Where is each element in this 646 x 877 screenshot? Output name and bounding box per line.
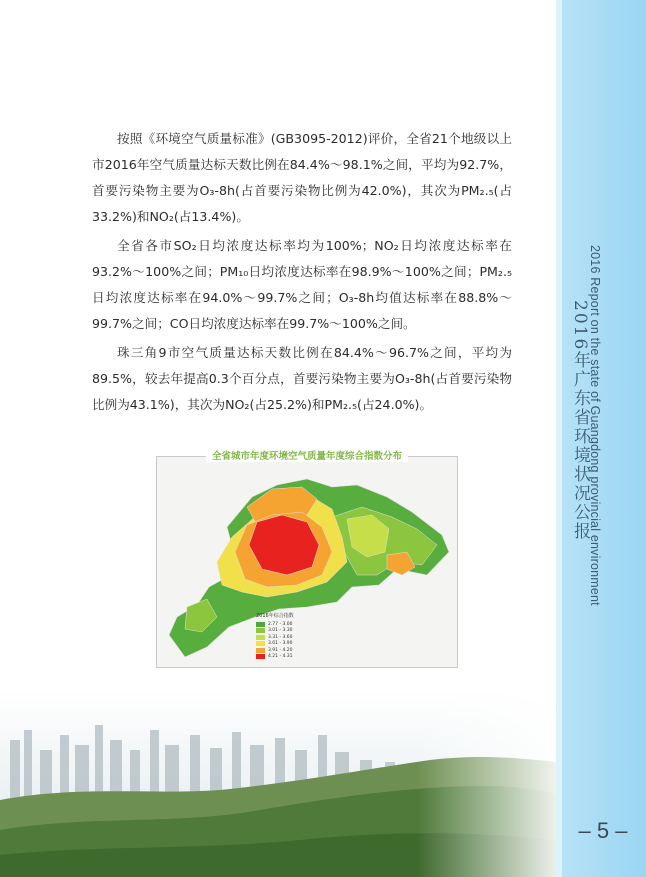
city-landscape-image — [0, 690, 556, 877]
legend-item: 3.01 - 3.30 — [256, 628, 316, 635]
paragraph-1: 按照《环境空气质量标准》(GB3095-2012)评价，全省21个地级以上市2016年空气质量达标天数比例在84.4%～98.1%之间，平均为92.7%，首要污染物主要为O₃-8h(占首要污染物比例为42.0%)，其次为PM₂.₅(占33.2%)和NO₂(占13.4%)。 — [92, 131, 512, 224]
legend-swatch — [256, 641, 265, 646]
body-text — [92, 126, 512, 421]
paragraph-2: 全省各市SO₂日均浓度达标率均为100%；NO₂日均浓度达标率在93.2%～100%之间；PM₁₀日均浓度达标率在98.9%～100%之间；PM₂.₅日均浓度达标率在94.0%～99.7%之间；O₃-8h均值达标率在88.8%～99.7%之间；CO日均浓度达标率在99.7%～100%之间。 — [92, 238, 512, 331]
report-title-en: 2016 Report on the state of Guangdong provincial environment — [588, 245, 602, 606]
map-title: 全省城市年度环境空气质量年度综合指数分布 — [206, 451, 408, 462]
legend-swatch — [256, 635, 265, 640]
legend-item: 3.61 - 3.90 — [256, 641, 316, 648]
legend-item: 4.21 - 4.31 — [256, 654, 316, 661]
report-title-cn: 2016年广东省环境状况公报 — [570, 300, 590, 542]
paragraph-3: 珠三角9市空气质量达标天数比例在84.4%～96.7%之间，平均为89.5%，较去年提高0.3个百分点，首要污染物主要为O₃-8h(占首要污染物比例为43.1%)，其次为NO₂(占25.2%)和PM₂.₅(占24.0%)。 — [92, 345, 512, 412]
legend-swatch — [256, 648, 265, 653]
legend-swatch — [256, 654, 265, 659]
legend-item: 3.91 - 4.20 — [256, 647, 316, 654]
legend-swatch — [256, 622, 265, 627]
legend-swatch — [256, 628, 265, 633]
legend-item: 2.77 - 3.00 — [256, 621, 316, 628]
page-number: – 5 – — [578, 818, 628, 843]
map-legend — [256, 612, 316, 660]
legend-item: 3.31 - 3.60 — [256, 634, 316, 641]
legend-title: 2016年综合指数 — [256, 613, 294, 619]
